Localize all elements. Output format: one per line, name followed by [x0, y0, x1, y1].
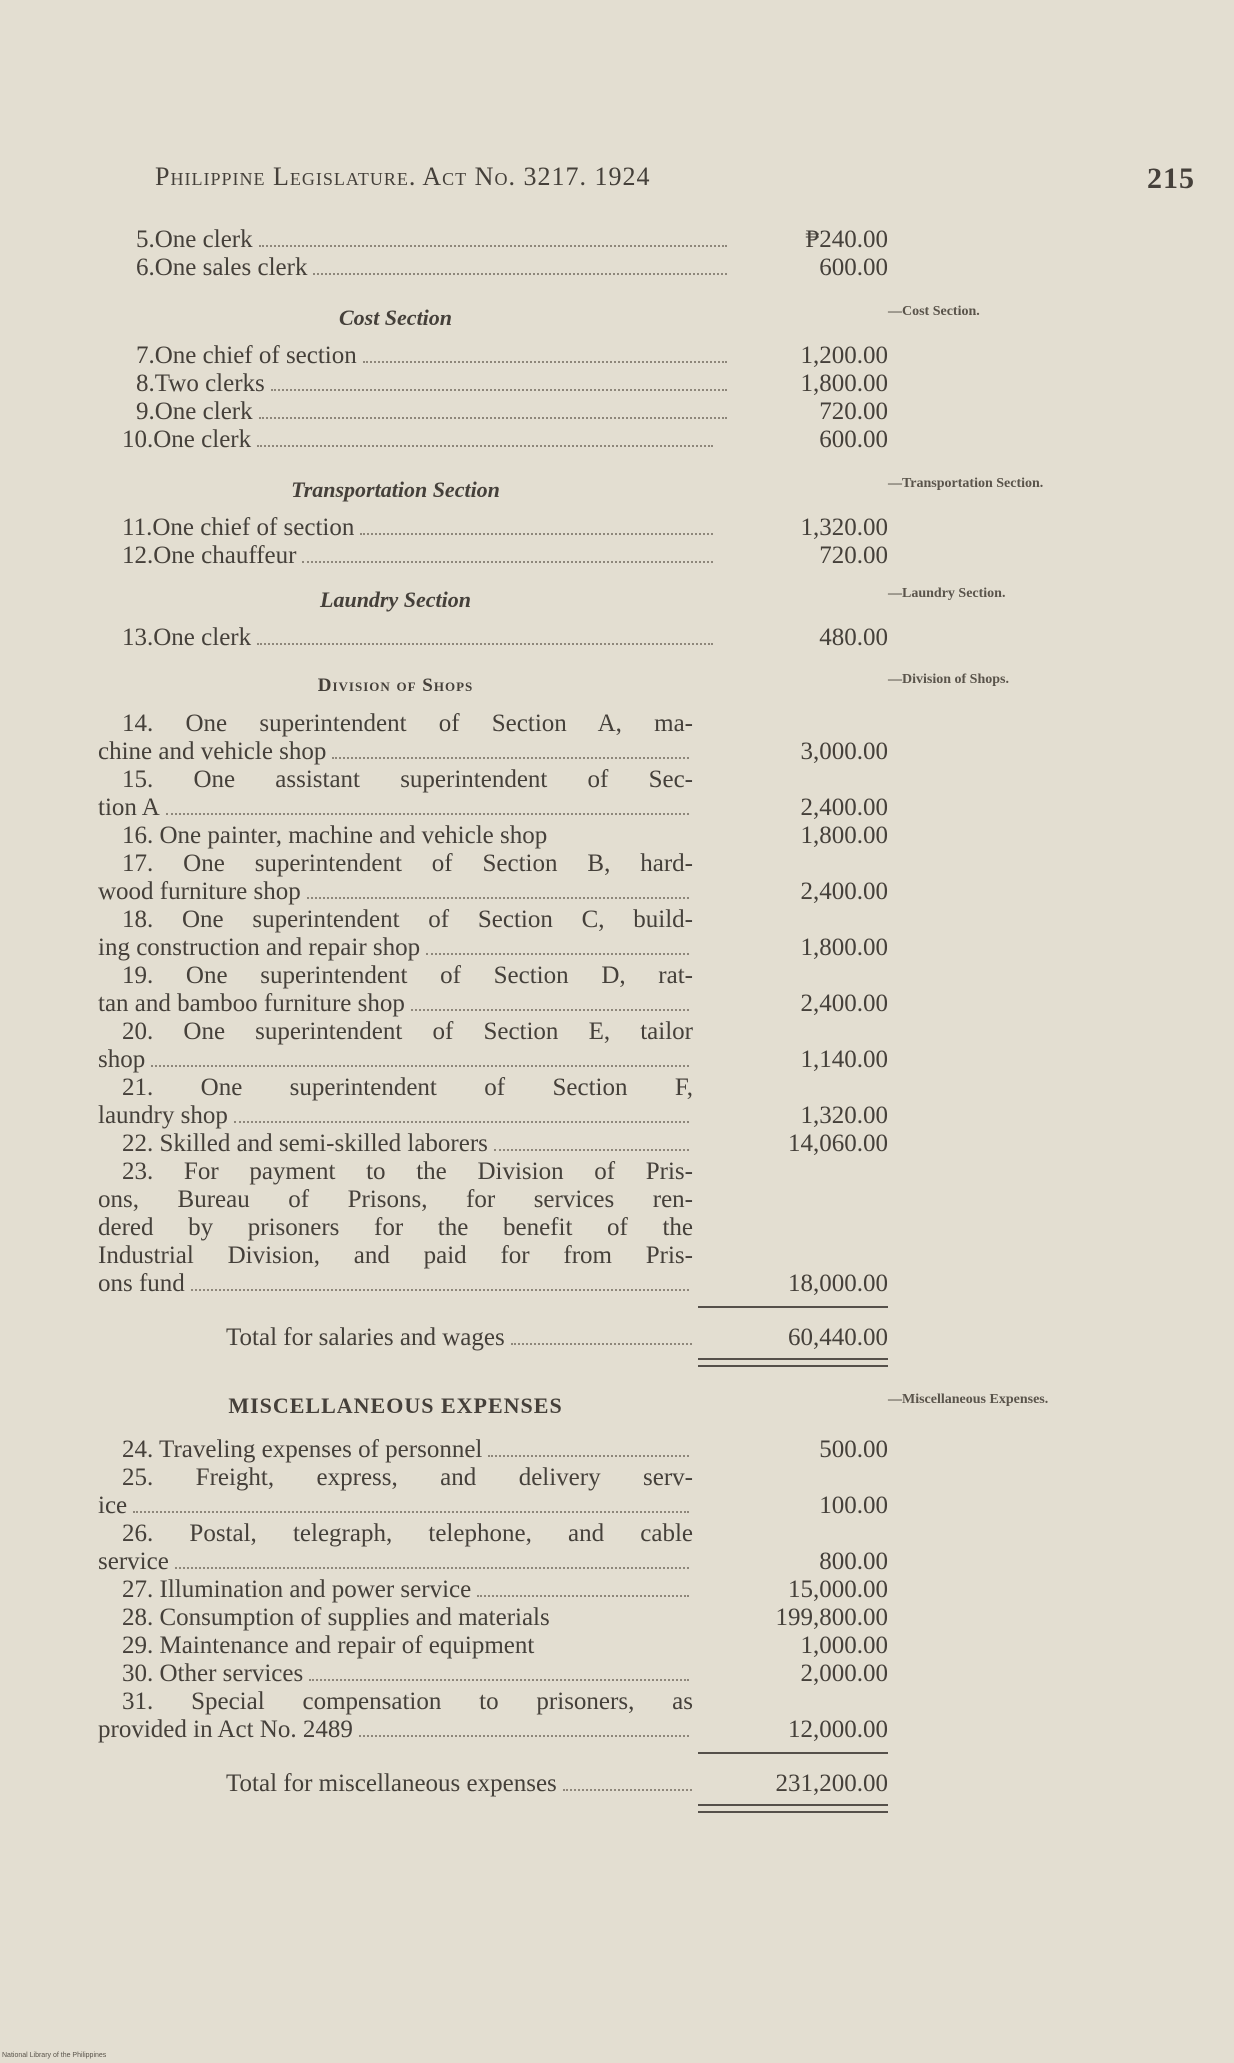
- section-heading: Division of Shops: [317, 675, 474, 696]
- total-amount: 231,200.00: [775, 1770, 888, 1797]
- item-text: [98, 850, 693, 906]
- item-line: 14. One superintendent of Section A, ma-: [122, 710, 693, 737]
- item-description: One clerk: [153, 624, 252, 651]
- dot-leader: [313, 273, 727, 275]
- item-number: 11.: [122, 514, 153, 541]
- item-line: [98, 1270, 693, 1298]
- item-amount: 480.00: [819, 624, 888, 651]
- dot-leader: [257, 445, 713, 447]
- dot-leader: [359, 1735, 689, 1737]
- item-number: 5.: [136, 226, 155, 253]
- item-amount: 199,800.00: [775, 1604, 888, 1631]
- section-heading: Cost Section: [338, 305, 453, 330]
- item-line: [98, 1604, 693, 1632]
- double-rule: [698, 1804, 888, 1813]
- item-line: [122, 426, 717, 454]
- item-line: [98, 934, 693, 962]
- item-number: 10.: [122, 426, 154, 453]
- item-amount: 1,800.00: [800, 370, 888, 397]
- item-line: [98, 738, 693, 766]
- item-amount: 1,140.00: [800, 1046, 888, 1073]
- running-title: Philippine Legislature. Act No. 3217. 1924: [155, 162, 651, 191]
- page-header: [155, 162, 1195, 198]
- item-text: [98, 398, 731, 426]
- dot-leader: [309, 1679, 689, 1681]
- dot-leader: [477, 1595, 689, 1597]
- item-line: [98, 1716, 693, 1744]
- dot-leader: [411, 1009, 689, 1011]
- item-line: [136, 226, 731, 254]
- item-amount: 600.00: [819, 254, 888, 281]
- item-line: 26. Postal, telegraph, telephone, and cable: [122, 1520, 693, 1547]
- dot-leader: [332, 757, 689, 759]
- item-amount: 800.00: [819, 1548, 888, 1575]
- item-description: 22. Skilled and semi-skilled laborers: [122, 1130, 488, 1157]
- rule-line: [698, 1752, 888, 1754]
- item-amount: 500.00: [819, 1436, 888, 1463]
- item-line: [98, 1660, 693, 1688]
- item-amount: 3,000.00: [800, 738, 888, 765]
- dot-leader: [494, 1149, 689, 1151]
- margin-note: —Laundry Section.: [888, 586, 1006, 601]
- item-text: [98, 542, 717, 570]
- item-text: [98, 962, 693, 1018]
- item-text: [98, 426, 717, 454]
- dot-leader: [234, 1121, 689, 1123]
- item-description: tan and bamboo furniture shop: [98, 990, 405, 1017]
- item-amount: 100.00: [819, 1492, 888, 1519]
- dot-leader: [363, 361, 727, 363]
- item-description: ons fund: [98, 1270, 185, 1297]
- item-description: 16. One painter, machine and vehicle shop: [122, 822, 548, 849]
- dot-leader: [257, 643, 713, 645]
- dot-leader: [360, 533, 713, 535]
- margin-note: —Cost Section.: [888, 304, 980, 319]
- list-item: [98, 542, 888, 570]
- list-item: [98, 342, 888, 370]
- item-line: Industrial Division, and paid for from Pris-: [98, 1242, 693, 1269]
- section-heading-row: [98, 586, 1098, 614]
- item-description: ice: [98, 1492, 128, 1519]
- total-amount: 60,440.00: [788, 1324, 888, 1351]
- item-amount: ₱240.00: [805, 226, 888, 253]
- list-item: [98, 1688, 888, 1744]
- item-amount: 1,320.00: [800, 1102, 888, 1129]
- dot-leader: [488, 1455, 689, 1457]
- item-text: [98, 1660, 693, 1688]
- item-text: [98, 1632, 693, 1660]
- section-heading-row: [98, 1392, 1098, 1420]
- total-row: [98, 1306, 888, 1358]
- list-item: [98, 1520, 888, 1576]
- item-description: One chief of section: [154, 342, 357, 369]
- item-text: [98, 1158, 693, 1298]
- item-description: service: [98, 1548, 169, 1575]
- margin-note: —Division of Shops.: [888, 672, 1009, 687]
- item-amount: 720.00: [819, 398, 888, 425]
- list-item: [98, 1576, 888, 1604]
- dot-leader: [175, 1567, 689, 1569]
- list-item: [98, 514, 888, 542]
- list-item: [98, 766, 888, 822]
- item-line: [122, 542, 717, 570]
- item-line: [136, 342, 731, 370]
- list-item: [98, 1604, 888, 1632]
- list-item: [98, 1464, 888, 1520]
- list-item: [98, 906, 888, 962]
- total-label-text: Total for salaries and wages: [226, 1324, 505, 1351]
- item-line: 20. One superintendent of Section E, tailor: [122, 1018, 693, 1045]
- item-text: [98, 1464, 693, 1520]
- dot-leader: [511, 1343, 692, 1345]
- list-item: [98, 850, 888, 906]
- item-amount: 1,200.00: [800, 342, 888, 369]
- item-line: 17. One superintendent of Section B, hard-: [122, 850, 693, 877]
- item-text: [98, 1520, 693, 1576]
- item-amount: 1,800.00: [800, 934, 888, 961]
- item-line: [136, 370, 731, 398]
- total-label-text: Total for miscellaneous expenses: [226, 1770, 557, 1797]
- item-description: One clerk: [153, 426, 252, 453]
- item-text: [98, 1130, 693, 1158]
- item-amount: 15,000.00: [788, 1576, 888, 1603]
- double-rule: [698, 1358, 888, 1367]
- dot-leader: [191, 1289, 689, 1291]
- section-heading: MISCELLANEOUS EXPENSES: [228, 1393, 563, 1418]
- margin-note: —Transportation Section.: [888, 476, 1044, 491]
- dot-leader: [426, 953, 689, 955]
- list-item: [98, 1018, 888, 1074]
- item-amount: 1,000.00: [800, 1632, 888, 1659]
- item-text: [98, 624, 717, 652]
- item-description: One clerk: [154, 226, 253, 253]
- item-description: 24. Traveling expenses of personnel: [122, 1436, 483, 1463]
- item-line: [98, 822, 693, 850]
- item-text: [98, 254, 731, 282]
- item-text: [98, 710, 693, 766]
- item-line: [98, 878, 693, 906]
- item-line: [98, 1046, 693, 1074]
- appropriation-list: [98, 226, 1098, 1804]
- item-description: 28. Consumption of supplies and materials: [122, 1604, 550, 1631]
- dot-leader: [563, 1789, 692, 1791]
- item-line: 31. Special compensation to prisoners, as: [122, 1688, 693, 1715]
- item-amount: 12,000.00: [788, 1716, 888, 1743]
- list-item: [98, 1436, 888, 1464]
- item-text: [98, 766, 693, 822]
- item-description: 29. Maintenance and repair of equipment: [122, 1632, 535, 1659]
- item-text: [98, 1604, 693, 1632]
- dot-leader: [166, 813, 689, 815]
- item-text: [98, 906, 693, 962]
- dot-leader: [271, 389, 727, 391]
- item-line: [98, 1576, 693, 1604]
- item-amount: 720.00: [819, 542, 888, 569]
- list-item: [98, 962, 888, 1018]
- item-number: 9.: [136, 398, 155, 425]
- item-number: 7.: [136, 342, 155, 369]
- item-line: 21. One superintendent of Section F,: [122, 1074, 693, 1101]
- item-description: provided in Act No. 2489: [98, 1716, 353, 1743]
- item-line: [98, 1102, 693, 1130]
- item-text: [98, 342, 731, 370]
- item-line: 18. One superintendent of Section C, build-: [122, 906, 693, 933]
- item-line: [98, 1492, 693, 1520]
- item-line: [122, 514, 717, 542]
- item-text: [98, 1576, 693, 1604]
- item-line: [136, 398, 731, 426]
- item-number: 13.: [122, 624, 154, 651]
- item-line: [136, 254, 731, 282]
- dot-leader: [151, 1065, 689, 1067]
- item-description: One sales clerk: [154, 254, 308, 281]
- list-item: [98, 624, 888, 652]
- item-amount: 2,400.00: [800, 990, 888, 1017]
- item-description: One clerk: [154, 398, 253, 425]
- item-description: laundry shop: [98, 1102, 228, 1129]
- list-item: [98, 710, 888, 766]
- section-heading: Laundry Section: [320, 587, 471, 612]
- list-item: [98, 1158, 888, 1298]
- dot-leader: [133, 1511, 689, 1513]
- item-line: [98, 1130, 693, 1158]
- page-number: 215: [1147, 162, 1195, 195]
- item-description: 27. Illumination and power service: [122, 1576, 472, 1603]
- item-description: ing construction and repair shop: [98, 934, 421, 961]
- list-item: [98, 1660, 888, 1688]
- item-line: [122, 624, 717, 652]
- item-text: [98, 822, 693, 850]
- dot-leader: [302, 561, 713, 563]
- item-line: [98, 1436, 693, 1464]
- list-item: [98, 1130, 888, 1158]
- list-item: [98, 370, 888, 398]
- list-item: [98, 254, 888, 282]
- margin-note: —Miscellaneous Expenses.: [888, 1392, 1049, 1407]
- item-text: [98, 1074, 693, 1130]
- dot-leader: [259, 417, 727, 419]
- item-description: tion A: [98, 794, 160, 821]
- item-text: [98, 1688, 693, 1744]
- item-amount: 2,400.00: [800, 794, 888, 821]
- item-description: One chief of section: [152, 514, 355, 541]
- section-heading-row: [98, 672, 1098, 700]
- item-description: chine and vehicle shop: [98, 738, 327, 765]
- rule-line: [698, 1306, 888, 1308]
- list-item: [98, 426, 888, 454]
- section-heading: Transportation Section: [291, 477, 500, 502]
- total-row: [98, 1752, 888, 1804]
- list-item: [98, 822, 888, 850]
- list-item: [98, 226, 888, 254]
- item-text: [98, 514, 717, 542]
- item-text: [98, 1018, 693, 1074]
- item-description: 30. Other services: [122, 1660, 304, 1687]
- item-amount: 2,000.00: [800, 1660, 888, 1687]
- item-line: dered by prisoners for the benefit of the: [98, 1214, 693, 1241]
- item-line: [98, 1548, 693, 1576]
- item-line: 15. One assistant superintendent of Sec-: [122, 766, 693, 793]
- item-description: wood furniture shop: [98, 878, 301, 905]
- list-item: [98, 398, 888, 426]
- item-amount: 2,400.00: [800, 878, 888, 905]
- total-label: [226, 1770, 696, 1798]
- list-item: [98, 1632, 888, 1660]
- list-item: [98, 1074, 888, 1130]
- item-text: [98, 226, 731, 254]
- item-amount: 1,320.00: [800, 514, 888, 541]
- item-amount: 1,800.00: [800, 822, 888, 849]
- item-line: [98, 1632, 693, 1660]
- item-line: [98, 794, 693, 822]
- item-amount: 18,000.00: [788, 1270, 888, 1297]
- item-text: [98, 370, 731, 398]
- item-line: ons, Bureau of Prisons, for services ren-: [98, 1186, 693, 1213]
- item-line: [98, 990, 693, 1018]
- dot-leader: [259, 245, 727, 247]
- item-text: [98, 1436, 693, 1464]
- item-number: 6.: [136, 254, 155, 281]
- item-description: Two clerks: [154, 370, 265, 397]
- total-label: [226, 1324, 696, 1352]
- item-line: 19. One superintendent of Section D, rat-: [122, 962, 693, 989]
- item-amount: 600.00: [819, 426, 888, 453]
- section-heading-row: [98, 304, 1098, 332]
- section-heading-row: [98, 476, 1098, 504]
- item-description: One chauffeur: [153, 542, 297, 569]
- item-number: 12.: [122, 542, 154, 569]
- item-line: 23. For payment to the Division of Pris-: [122, 1158, 693, 1185]
- item-amount: 14,060.00: [788, 1130, 888, 1157]
- footer-credit: National Library of the Philippines: [2, 2052, 107, 2059]
- dot-leader: [307, 897, 689, 899]
- item-line: 25. Freight, express, and delivery serv-: [122, 1464, 693, 1491]
- item-description: shop: [98, 1046, 146, 1073]
- item-number: 8.: [136, 370, 155, 397]
